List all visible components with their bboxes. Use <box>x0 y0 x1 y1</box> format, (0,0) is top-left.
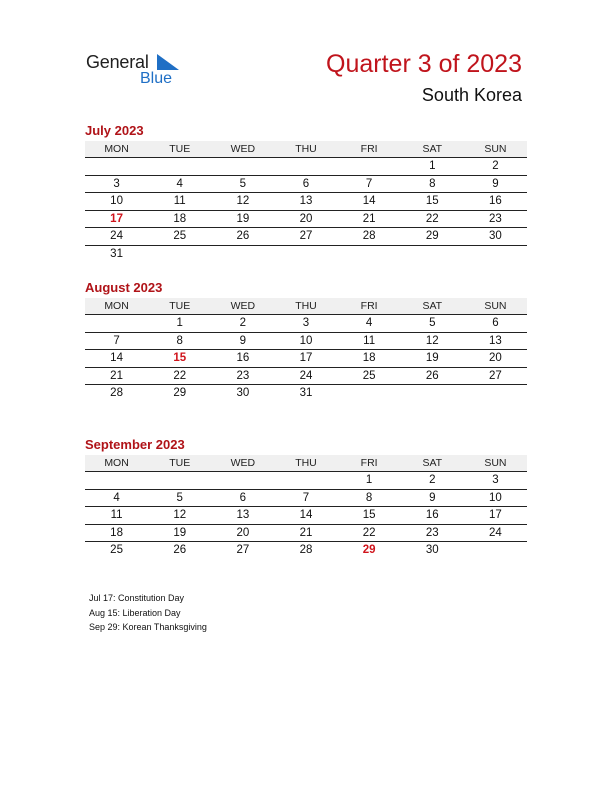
country-name: South Korea <box>421 85 522 105</box>
day-cell: 12 <box>236 195 250 207</box>
day-cell <box>148 158 211 175</box>
day-cell: 31 <box>299 387 313 399</box>
month-calendar-september <box>85 436 527 559</box>
day-cell: 18 <box>110 526 123 539</box>
day-cell: 13 <box>489 334 502 347</box>
day-cell: 10 <box>489 491 502 504</box>
weekday-label: FRI <box>360 300 378 312</box>
day-cell: 11 <box>110 509 123 521</box>
holiday-note: Aug 15: Liberation Day <box>89 607 181 618</box>
day-cell: 5 <box>429 317 436 329</box>
weekday-header <box>85 141 527 158</box>
week-row <box>85 315 527 333</box>
day-cell: 21 <box>299 526 313 539</box>
week-row <box>85 176 527 194</box>
week-row <box>85 211 527 229</box>
week-row <box>85 158 527 176</box>
day-cell <box>148 246 211 263</box>
weekday-label: WED <box>230 143 256 155</box>
week-row <box>85 490 527 508</box>
day-cell: 18 <box>362 352 376 364</box>
weekday-label: THU <box>295 457 317 469</box>
weekday-label: FRI <box>360 457 378 469</box>
weekday-label: TUE <box>169 300 191 312</box>
holiday-day-cell: 29 <box>362 544 376 556</box>
day-cell: 10 <box>110 195 123 207</box>
day-cell <box>211 472 274 489</box>
day-cell: 20 <box>489 352 502 364</box>
day-cell: 20 <box>236 526 250 539</box>
day-cell: 14 <box>362 195 376 207</box>
day-cell: 26 <box>236 230 250 242</box>
weekday-header <box>85 298 527 315</box>
weekday-header <box>85 455 527 472</box>
weekday-label: MON <box>104 143 129 155</box>
day-cell: 28 <box>299 544 313 556</box>
weekday-label: WED <box>230 457 256 469</box>
day-cell: 25 <box>110 544 123 556</box>
day-cell: 12 <box>173 509 187 521</box>
month-title: August 2023 <box>85 280 163 295</box>
weekday-label: SUN <box>484 457 507 469</box>
day-cell: 6 <box>492 317 499 329</box>
day-cell: 28 <box>362 230 376 242</box>
day-cell: 21 <box>110 369 123 382</box>
week-row <box>85 193 527 211</box>
weekday-label: SUN <box>484 300 507 312</box>
day-cell <box>464 246 527 263</box>
day-cell: 1 <box>429 160 436 172</box>
day-cell <box>85 158 148 175</box>
day-cell: 22 <box>425 212 439 225</box>
day-cell: 4 <box>176 177 183 190</box>
day-cell <box>401 246 464 263</box>
day-cell: 15 <box>362 509 376 521</box>
day-cell <box>338 246 401 263</box>
day-cell: 29 <box>425 230 439 242</box>
day-cell: 4 <box>365 317 373 329</box>
day-cell: 19 <box>173 526 187 539</box>
day-cell: 10 <box>299 334 313 347</box>
day-cell: 22 <box>173 369 187 382</box>
day-cell <box>338 158 401 175</box>
day-cell: 5 <box>239 177 247 190</box>
week-row <box>85 333 527 351</box>
day-cell: 28 <box>110 387 123 399</box>
weekday-label: SAT <box>422 143 443 155</box>
day-cell: 8 <box>429 177 436 190</box>
week-row <box>85 525 527 543</box>
day-cell: 14 <box>110 352 123 364</box>
day-cell: 3 <box>302 317 310 329</box>
month-calendar-august <box>85 279 527 402</box>
day-cell: 3 <box>113 177 120 190</box>
day-cell: 2 <box>429 474 436 486</box>
day-cell: 19 <box>425 352 439 364</box>
day-cell: 1 <box>365 474 373 486</box>
week-row <box>85 472 527 490</box>
day-cell: 21 <box>362 212 376 225</box>
day-cell: 3 <box>492 474 499 486</box>
week-row <box>85 507 527 525</box>
day-cell: 7 <box>365 177 373 190</box>
day-cell <box>464 542 527 559</box>
day-cell: 20 <box>299 212 313 225</box>
day-cell <box>274 246 337 263</box>
day-cell: 29 <box>173 387 187 399</box>
day-cell: 5 <box>176 491 183 504</box>
week-row <box>85 542 527 559</box>
day-cell: 13 <box>299 195 313 207</box>
month-calendar-july <box>85 122 527 262</box>
logo-text-blue: Blue <box>140 70 173 87</box>
day-cell: 9 <box>239 334 247 347</box>
day-cell <box>274 158 337 175</box>
week-row <box>85 385 527 402</box>
day-cell <box>85 315 148 332</box>
weekday-label: SAT <box>422 457 443 469</box>
day-cell: 22 <box>362 526 376 539</box>
day-cell: 7 <box>302 491 310 504</box>
weekday-label: FRI <box>360 143 378 155</box>
week-row <box>85 350 527 368</box>
day-cell: 23 <box>489 212 502 225</box>
month-title: September 2023 <box>85 437 185 452</box>
holiday-note: Jul 17: Constitution Day <box>89 593 185 603</box>
day-cell: 30 <box>489 230 502 242</box>
day-cell: 2 <box>492 160 499 172</box>
month-title: July 2023 <box>85 123 144 138</box>
weekday-label: THU <box>295 143 317 155</box>
day-cell: 8 <box>365 491 373 504</box>
day-cell: 25 <box>173 230 187 242</box>
day-cell: 16 <box>425 509 439 521</box>
week-row <box>85 368 527 386</box>
weekday-label: SAT <box>422 300 443 312</box>
day-cell <box>401 385 464 402</box>
day-cell <box>211 246 274 263</box>
day-cell: 2 <box>239 317 247 329</box>
day-cell <box>338 385 401 402</box>
day-cell: 16 <box>236 352 250 364</box>
logo-text-general: General <box>86 52 149 72</box>
day-cell: 12 <box>425 334 439 347</box>
day-cell: 23 <box>236 369 250 382</box>
day-cell: 11 <box>363 334 376 347</box>
day-cell <box>85 472 148 489</box>
logo <box>86 52 186 92</box>
holiday-day-cell: 17 <box>110 212 123 225</box>
day-cell: 31 <box>110 247 123 260</box>
day-cell: 30 <box>236 387 250 399</box>
day-cell <box>464 385 527 402</box>
weekday-label: THU <box>295 300 317 312</box>
day-cell <box>274 472 337 489</box>
weekday-label: TUE <box>169 457 191 469</box>
day-cell <box>148 472 211 489</box>
holiday-notes <box>89 591 207 635</box>
day-cell: 16 <box>489 195 502 207</box>
weekday-label: SUN <box>484 143 507 155</box>
weekday-label: WED <box>230 300 256 312</box>
day-cell: 26 <box>173 544 187 556</box>
day-cell: 4 <box>113 491 120 504</box>
day-cell: 30 <box>425 544 439 556</box>
day-cell: 24 <box>489 526 502 539</box>
holiday-note: Sep 29: Korean Thanksgiving <box>89 622 207 632</box>
day-cell: 15 <box>425 195 439 207</box>
day-cell: 6 <box>239 491 247 504</box>
day-cell: 9 <box>429 491 436 504</box>
day-cell: 8 <box>176 334 183 347</box>
day-cell <box>211 158 274 175</box>
day-cell: 19 <box>236 212 250 225</box>
week-row <box>85 246 527 263</box>
week-row <box>85 228 527 246</box>
weekday-label: MON <box>104 457 129 469</box>
day-cell: 17 <box>299 352 313 364</box>
day-cell: 14 <box>299 509 313 521</box>
day-cell: 7 <box>113 334 120 347</box>
holiday-day-cell: 15 <box>173 352 187 364</box>
day-cell: 11 <box>173 195 186 207</box>
day-cell: 27 <box>236 544 250 556</box>
day-cell: 24 <box>110 230 123 242</box>
page-title: Quarter 3 of 2023 <box>326 50 522 78</box>
day-cell: 13 <box>236 509 250 521</box>
weekday-label: TUE <box>169 143 191 155</box>
weekday-label: MON <box>104 300 129 312</box>
day-cell: 27 <box>299 230 313 242</box>
day-cell: 23 <box>425 526 439 539</box>
day-cell: 24 <box>299 369 313 382</box>
day-cell: 26 <box>425 369 439 382</box>
logo-triangle-icon <box>157 54 179 70</box>
day-cell: 25 <box>362 369 376 382</box>
day-cell: 1 <box>176 317 183 329</box>
day-cell: 27 <box>489 369 502 382</box>
day-cell: 6 <box>302 177 310 190</box>
day-cell: 17 <box>489 509 502 521</box>
day-cell: 18 <box>173 212 187 225</box>
day-cell: 9 <box>492 177 499 190</box>
